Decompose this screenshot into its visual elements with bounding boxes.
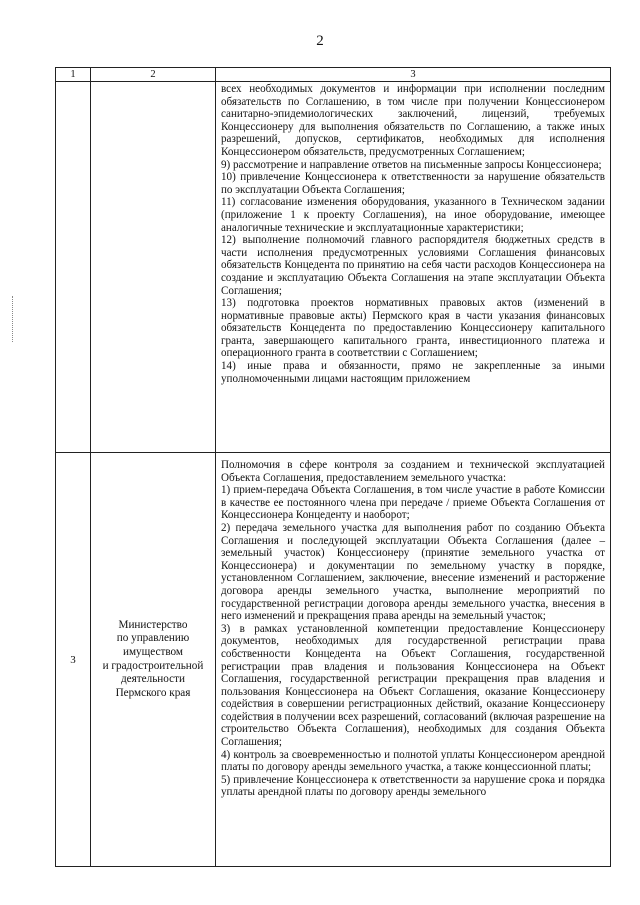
list-item: 3) в рамках установленной компетенции предоставление Концессионеру документов, необходимых для государственной регистрации права собственности Концедента на Объект Соглашения, государственной регистрации прав владения и пользования Концессионера на Объект Соглашения, государственной регистрации прекращения прав владения и пользования Концессионера на Объект Соглашения, оказание Концессионеру содействия в совершении регистрационных действий, оказание Концессионеру содействия в получении всех разрешений, согласований (включая разрешение на строительство Объекта Соглашения), необходимых для создания Объекта Соглашения; [221,622,605,749]
row-number: 3 [70,653,76,666]
list-item: 9) рассмотрение и направление ответов на письменные запросы Концессионера; [221,158,602,171]
header-col-3: 3 [216,68,611,82]
org-line: Пермского края [115,686,191,699]
row-number-cell [56,82,91,453]
organization-cell [91,453,216,867]
list-item: 5) привлечение Концессионера к ответственности за нарушение срока и порядка уплаты арендной платы по договору аренды земельного [221,773,605,799]
org-line: и градостроительной [102,659,204,672]
organization-name [91,619,215,701]
list-item: 12) выполнение полномочий главного распорядителя бюджетных средств в части исполнения предусмотренных условиями Соглашения финансовых обязательств Концедента по принятию на себя части расходов Концессионера на создание и эксплуатацию Объекта Соглашения на этапе эксплуатации Объекта Соглашения; [221,234,605,297]
row-number-cell [56,453,91,867]
list-item: всех необходимых документов и информации при исполнении последним обязательств по Соглашению, в том числе при получении Концессионером санитарно-эпидемиологических заключений, лицензий, требуемых Концессионеру для выполнения обязательств по Соглашению, а также иных разрешений, допусков, сертификатов, необходимых для исполнения Концессионером обязательств, предусмотренных Соглашением; [221,83,605,158]
list-item: Полномочия в сфере контроля за созданием и технической эксплуатацией Объекта Соглашения, предоставлением земельного участка: [221,459,605,484]
list-item: 14) иные права и обязанности, прямо не закрепленные за иными уполномоченными лицами настоящим приложением [221,360,605,385]
list-item: 4) контроль за своевременностью и полнотой уплаты Концессионером арендной платы по договору аренды земельного участка, а также концессионной платы; [221,748,605,774]
page-number: 2 [316,33,324,49]
organization-cell [91,82,216,453]
org-line: Министерство [118,618,188,631]
org-line: деятельности [120,673,186,686]
list-item: 11) согласование изменения оборудования, указанного в Техническом задании (приложение 1 к проекту Соглашения), на иное оборудование, имеющее аналогичные технические и эксплуатационные характеристики; [221,196,605,234]
table-row-3 [56,453,611,867]
list-item: 13) подготовка проектов нормативных правовых актов (изменений в нормативные правовые акты) Пермского края в части указания финансовых обязательств Концедента по предоставлению Концессионеру капитального гранта, завершающего капитального гранта, инвестиционного платежа и операционного гранта в соответствии с Соглашением; [221,297,605,360]
authority-table [55,67,611,867]
authority-list [216,453,610,800]
table-row-continued [56,82,611,453]
header-col-2: 2 [91,68,216,82]
authority-text-cell [216,453,611,867]
list-item: 1) прием-передача Объекта Соглашения, в том числе участие в работе Комиссии в качестве ее постоянного члена при передаче / приеме Объекта Соглашения от Концессионера Концеденту и наоборот; [221,484,605,522]
org-line: имуществом [122,645,184,658]
authority-list [216,82,610,386]
margin-mark [12,296,15,342]
table-header-row [56,68,611,82]
header-col-1: 1 [56,68,91,82]
authority-text-cell [216,82,611,453]
org-line: по управлению [116,632,190,645]
list-item: 2) передача земельного участка для выполнения работ по созданию Объекта Соглашения и последующей эксплуатации Объекта Соглашения (далее – земельный участок) Концессионеру (принятие земельного участка от Концессионера) и документации по земельному участку в порядке, установленном Соглашением, заключение, внесение изменений и расторжение договора аренды земельного участка, выполнение мероприятий по государственной регистрации договора аренды земельного участка, внесения в него изменений и прекращения права аренды на земельный участок; [221,521,605,623]
list-item: 10) привлечение Концессионера к ответственности за нарушение обязательств по эксплуатации Объекта Соглашения; [221,171,605,196]
